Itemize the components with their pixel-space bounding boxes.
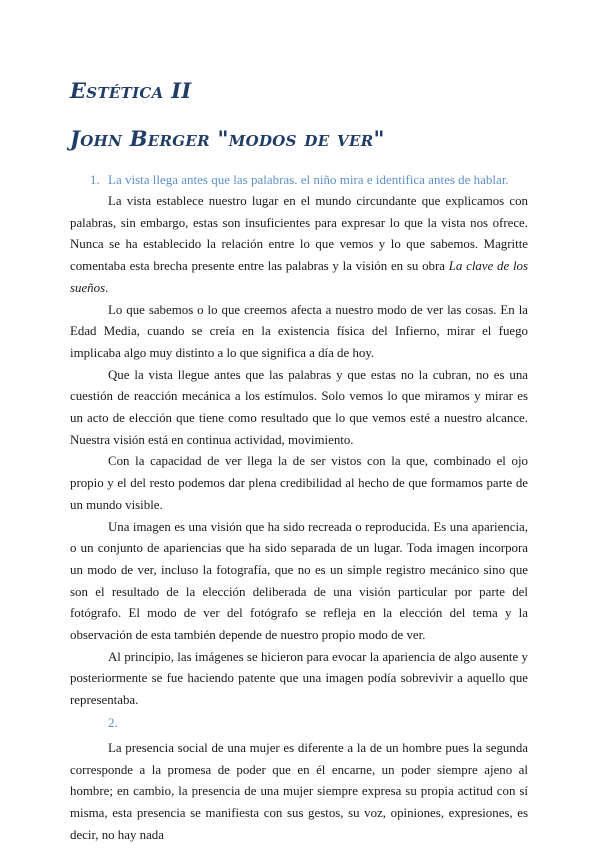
- paragraph: Lo que sabemos o lo que creemos afecta a nuestro modo de ver las cosas. En la Edad Media, cuando se creía en la existencia física del Infierno, mirar el fuego implicaba algo muy distinto a lo que significa a día de hoy.: [70, 302, 528, 360]
- paragraph: Al principio, las imágenes se hicieron para evocar la apariencia de algo ausente y posteriormente se fue haciendo patente que una imagen podía sobrevivir a aquello que representaba.: [70, 649, 528, 708]
- section-heading: John Berger "modos de ver": [70, 126, 385, 151]
- paragraph: Una imagen es una visión que ha sido recreada o reproducida. Es una apariencia, o un conjunto de apariencias que ha sido separada de un lugar. Toda imagen incorpora un modo de ver, incluso la fotografía, que no es un simple registro mecánico sino que son el resultado de la elección deliberada de una visión particular por parte del fotógrafo. El modo de ver del fotógrafo se refleja en la elección del tema y la observación de esta también depende de nuestro propio modo de ver.: [70, 519, 528, 643]
- paragraph-text: La vista establece nuestro lugar en el mundo circundante que explicamos con palabras, sin embargo, estas son insuficientes para expresar lo que la vista nos ofrece. Nunca se ha establecido la relación entre lo que vemos y lo que sabemos. Magritte comentaba esta brecha presente entre las palabras y la visión en su obra: [70, 194, 528, 274]
- paragraph: Con la capacidad de ver llega la de ser vistos con la que, combinado el ojo propio y el del resto podemos dar plena credibilidad al hecho de que formamos parte de un mundo visible.: [70, 454, 528, 512]
- page-title: Estética II: [70, 78, 192, 103]
- body-text: [70, 191, 528, 846]
- artwork-title: La clave de los sueños: [70, 259, 528, 295]
- paragraph: La presencia social de una mujer es diferente a la de un hombre pues la segunda corresponde a la promesa de poder que en él encarne, un poder siempre ajeno al hombre; en cambio, la presencia de una mujer siempre expresa su propia actitud con sí misma, esta presencia se manifiesta con sus gestos, su voz, opiniones, expresiones, es decir, no hay nada: [70, 740, 528, 842]
- paragraph: [70, 191, 528, 300]
- paragraph: Que la vista llegue antes que las palabras y que estas no la cubran, no es una cuestión de reacción mecánica a los estímulos. Solo vemos lo que miramos y mirar es un acto de elección que tiene como resultado que lo que vemos esté a nuestro alcance. Nuestra visión está en continua actividad, movimiento.: [70, 367, 528, 447]
- list-item-2: 2.: [108, 714, 118, 730]
- list-number: 1.: [90, 172, 100, 187]
- list-item-1: [90, 172, 530, 188]
- list-item-text: La vista llega antes que las palabras. el niño mira e identifica antes de hablar.: [108, 172, 509, 187]
- paragraph-text: .: [105, 280, 109, 295]
